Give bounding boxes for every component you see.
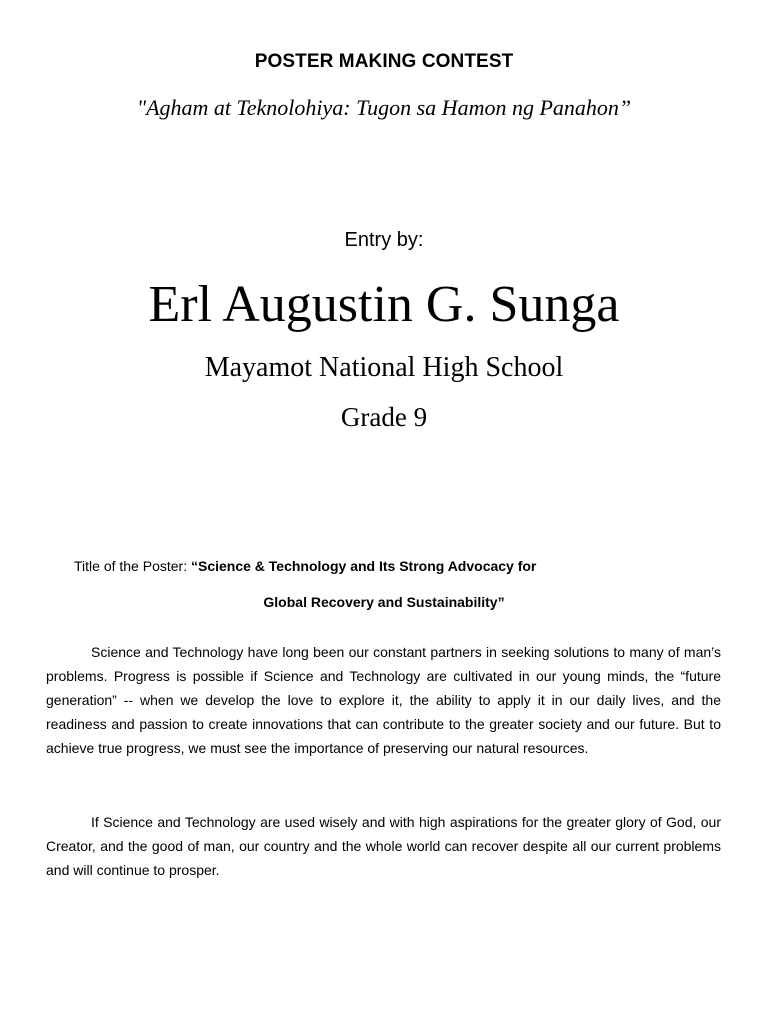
poster-title-text-1: “Science & Technology and Its Strong Advocacy for (190, 558, 537, 574)
grade-level: Grade 9 (340, 402, 428, 432)
entry-label: Entry by: (344, 229, 424, 251)
poster-title-line-1 (74, 558, 536, 574)
body-paragraph: Science and Technology have long been our constant partners in seeking solutions to many of man’s problems. Progress is possible if Science and Technology are cultivated in our young minds, the “future generation” -- when we develop the love to explore it, the ability to apply it in our daily lives, and the readiness and passion to create innovations that can contribute to the greater society and our future. But to achieve true progress, we must see the importance of preserving our natural resources. (46, 644, 721, 756)
poster-title-line-2: Global Recovery and Sustainability” (263, 594, 505, 610)
school-name: Mayamot National High School (204, 352, 564, 383)
contest-heading: POSTER MAKING CONTEST (254, 51, 514, 72)
contest-theme: "Agham at Teknolohiya: Tugon sa Hamon ng Panahon” (136, 95, 632, 120)
author-name: Erl Augustin G. Sunga (148, 276, 620, 333)
poster-title-label: Title of the Poster: (74, 558, 191, 574)
body-paragraph: If Science and Technology are used wisely and with high aspirations for the greater glory of God, our Creator, and the good of man, our country and the whole world can recover despite all our current problems and will continue to prosper. (46, 814, 721, 878)
